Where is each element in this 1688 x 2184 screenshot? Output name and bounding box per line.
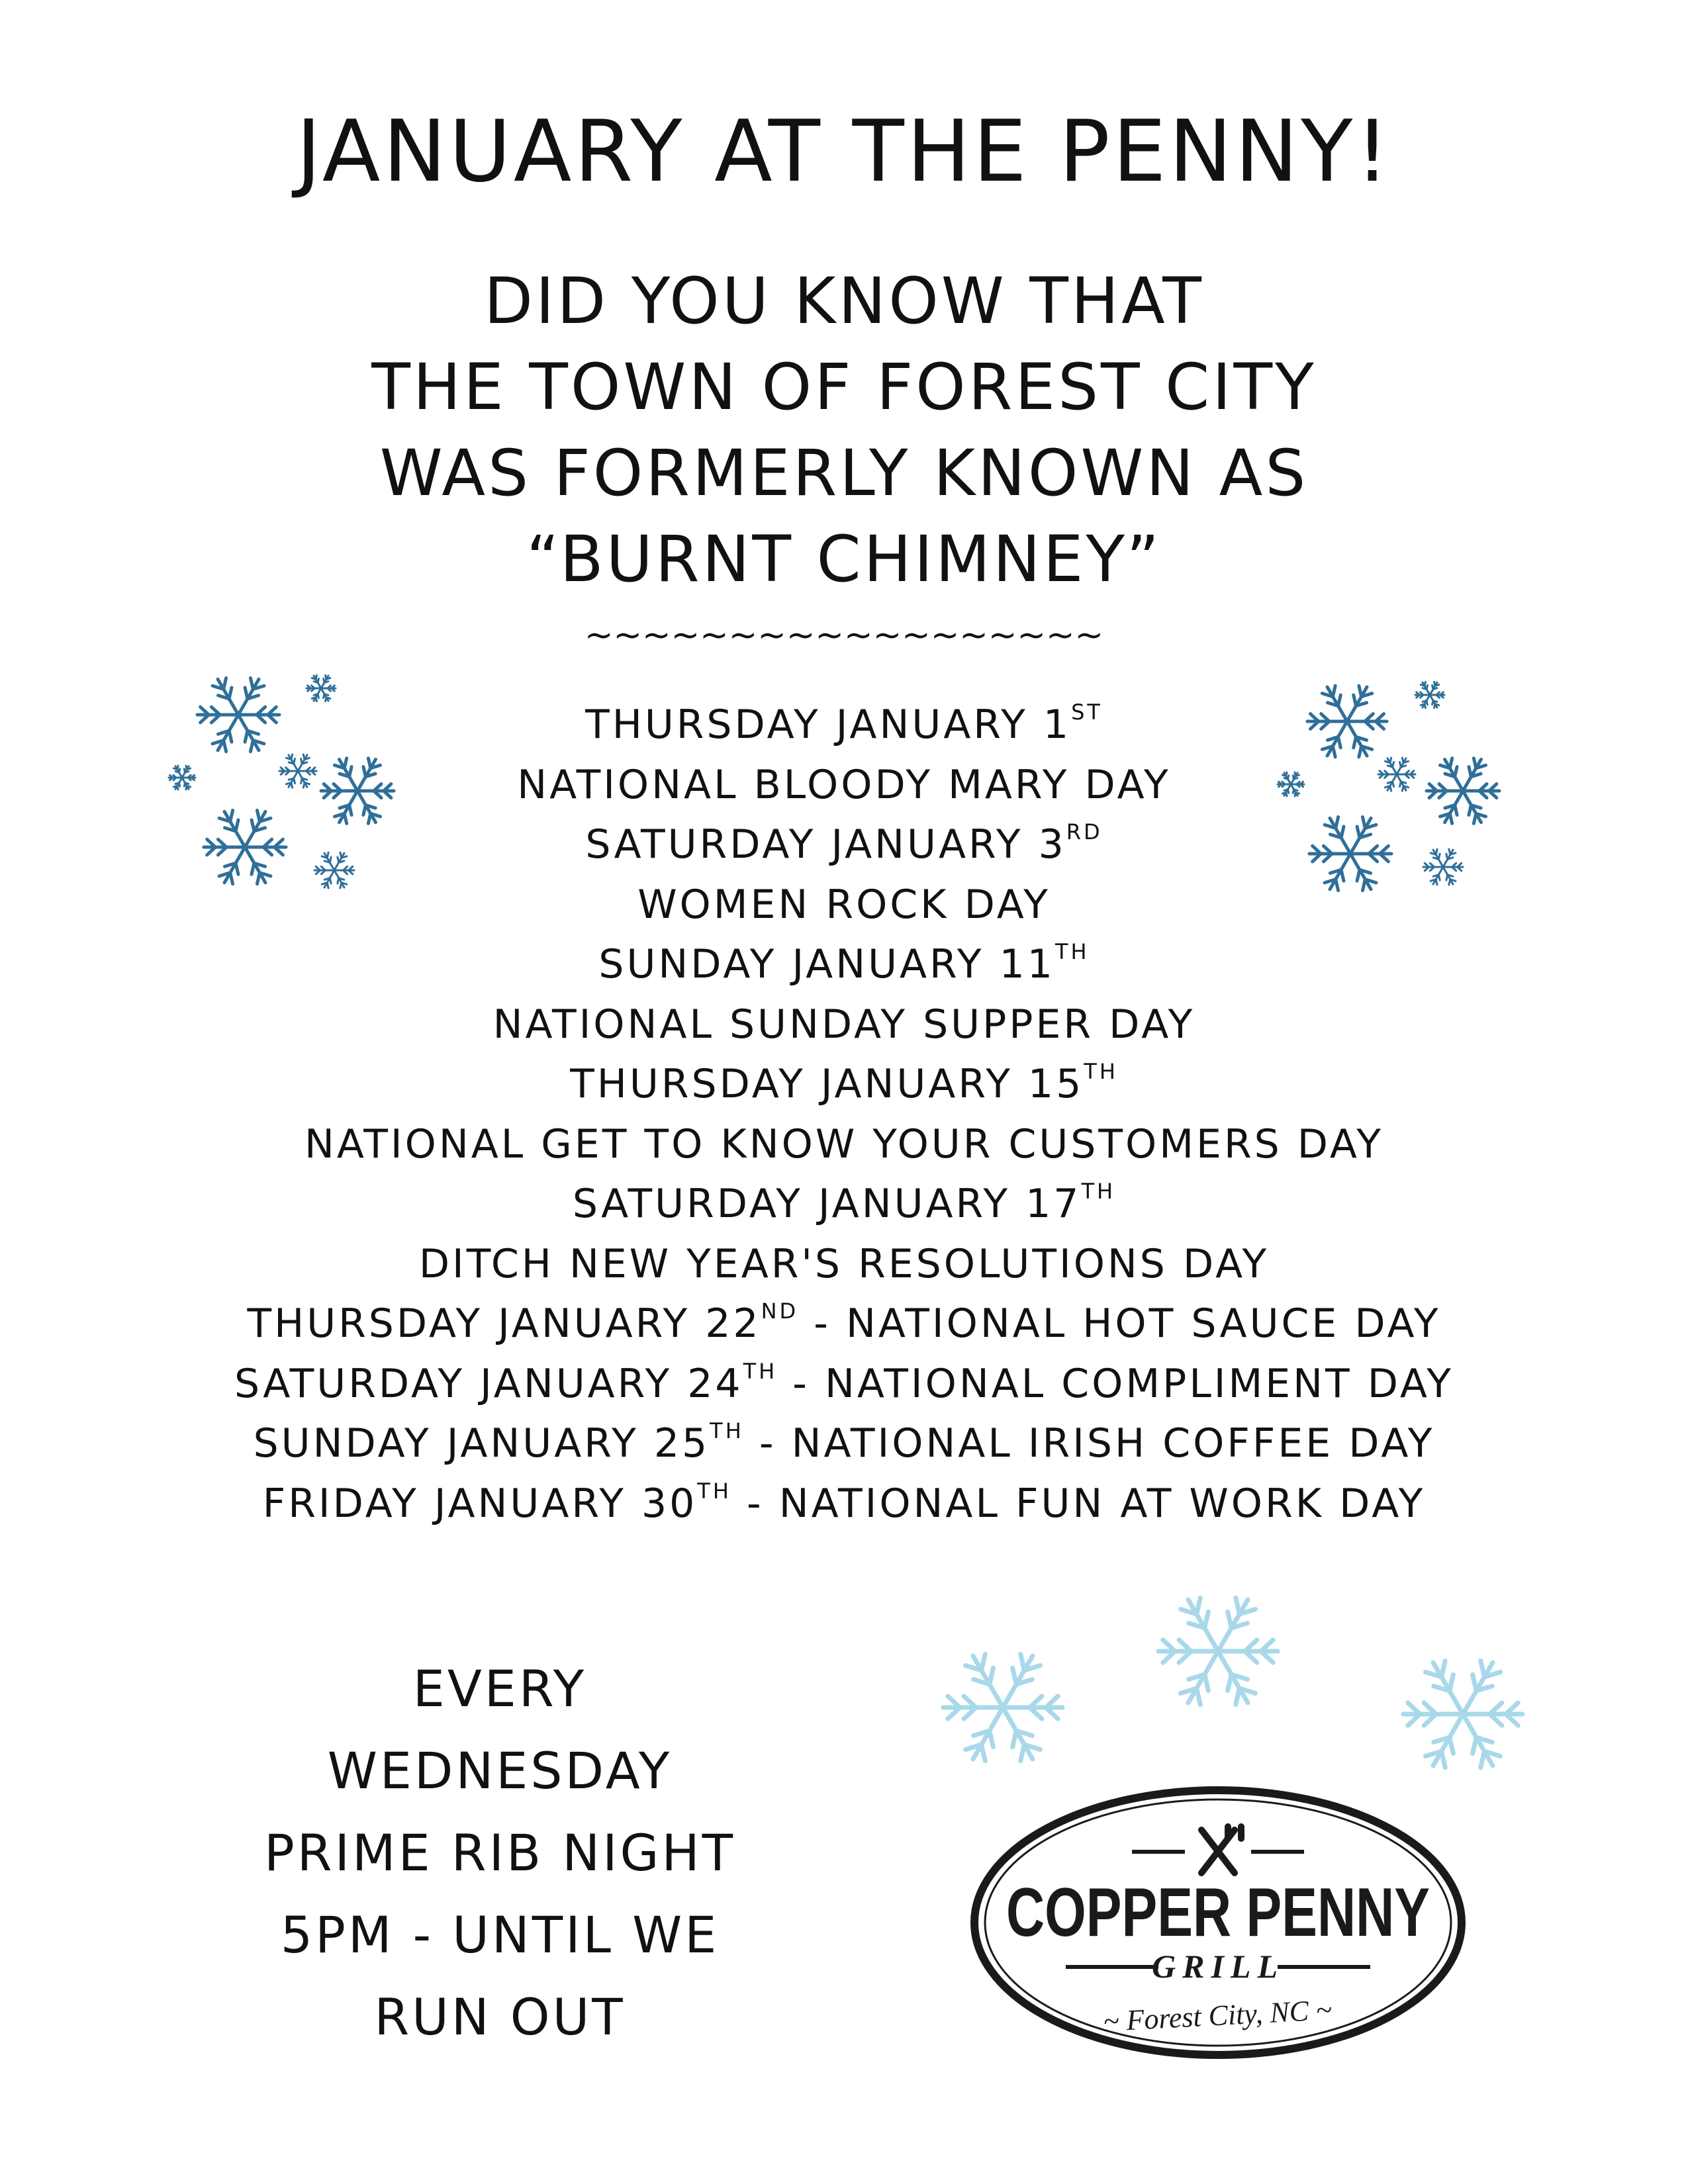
event-line: DITCH NEW YEAR'S RESOLUTIONS DAY bbox=[418, 1240, 1270, 1287]
trivia-line: DID YOU KNOW THAT bbox=[484, 264, 1204, 338]
event-line: THURSDAY JANUARY 22ND - NATIONAL HOT SAUCE DAY bbox=[247, 1298, 1441, 1347]
event-line: NATIONAL SUNDAY SUPPER DAY bbox=[492, 1001, 1196, 1048]
event-line: SATURDAY JANUARY 3RD bbox=[585, 819, 1103, 868]
event-line: SUNDAY JANUARY 25TH - NATIONAL IRISH COFFEE DAY bbox=[253, 1418, 1435, 1467]
snowflake-cluster-bottom bbox=[914, 1575, 1549, 1787]
weekly-line: EVERY bbox=[412, 1659, 587, 1718]
snowflake-icon bbox=[1158, 1598, 1278, 1704]
trivia-block bbox=[0, 258, 1688, 602]
logo-location: ~ Forest City, NC ~ bbox=[1102, 1993, 1333, 2038]
snowflake-icon bbox=[943, 1654, 1062, 1760]
event-line: THURSDAY JANUARY 1ST bbox=[585, 700, 1103, 748]
event-line: FRIDAY JANUARY 30TH - NATIONAL FUN AT WORK DAY bbox=[262, 1478, 1426, 1527]
logo-sub: GRILL bbox=[1152, 1948, 1284, 1985]
event-line: THURSDAY JANUARY 15TH bbox=[570, 1059, 1118, 1107]
snowflake-icon bbox=[1403, 1661, 1523, 1767]
trivia-line: THE TOWN OF FOREST CITY bbox=[371, 350, 1317, 424]
fork-knife-icon bbox=[1201, 1827, 1241, 1873]
event-line: WOMEN ROCK DAY bbox=[637, 881, 1051, 928]
weekly-line: 5PM - UNTIL WE bbox=[280, 1905, 720, 1964]
event-line: SATURDAY JANUARY 17TH bbox=[572, 1179, 1116, 1227]
weekly-special bbox=[152, 1648, 847, 2058]
event-line: SATURDAY JANUARY 24TH - NATIONAL COMPLIMENT DAY bbox=[234, 1358, 1454, 1407]
tilde-divider: ~~~~~~~~~~~~~~~~~~ bbox=[584, 615, 1104, 655]
weekly-line: RUN OUT bbox=[374, 1987, 626, 2046]
event-line: NATIONAL BLOODY MARY DAY bbox=[517, 761, 1171, 808]
logo-brand: COPPER PENNY bbox=[1006, 1874, 1430, 1951]
trivia-line: “BURNT CHIMNEY” bbox=[526, 522, 1162, 596]
weekly-line: PRIME RIB NIGHT bbox=[263, 1823, 736, 1882]
event-list bbox=[0, 695, 1688, 1533]
copper-penny-logo bbox=[966, 1774, 1470, 2065]
event-line: SUNDAY JANUARY 11TH bbox=[598, 939, 1090, 987]
event-line: NATIONAL GET TO KNOW YOUR CUSTOMERS DAY bbox=[305, 1120, 1383, 1167]
page-title: JANUARY AT THE PENNY! bbox=[296, 103, 1392, 201]
trivia-line: WAS FORMERLY KNOWN AS bbox=[379, 436, 1309, 510]
weekly-line: WEDNESDAY bbox=[327, 1741, 673, 1800]
